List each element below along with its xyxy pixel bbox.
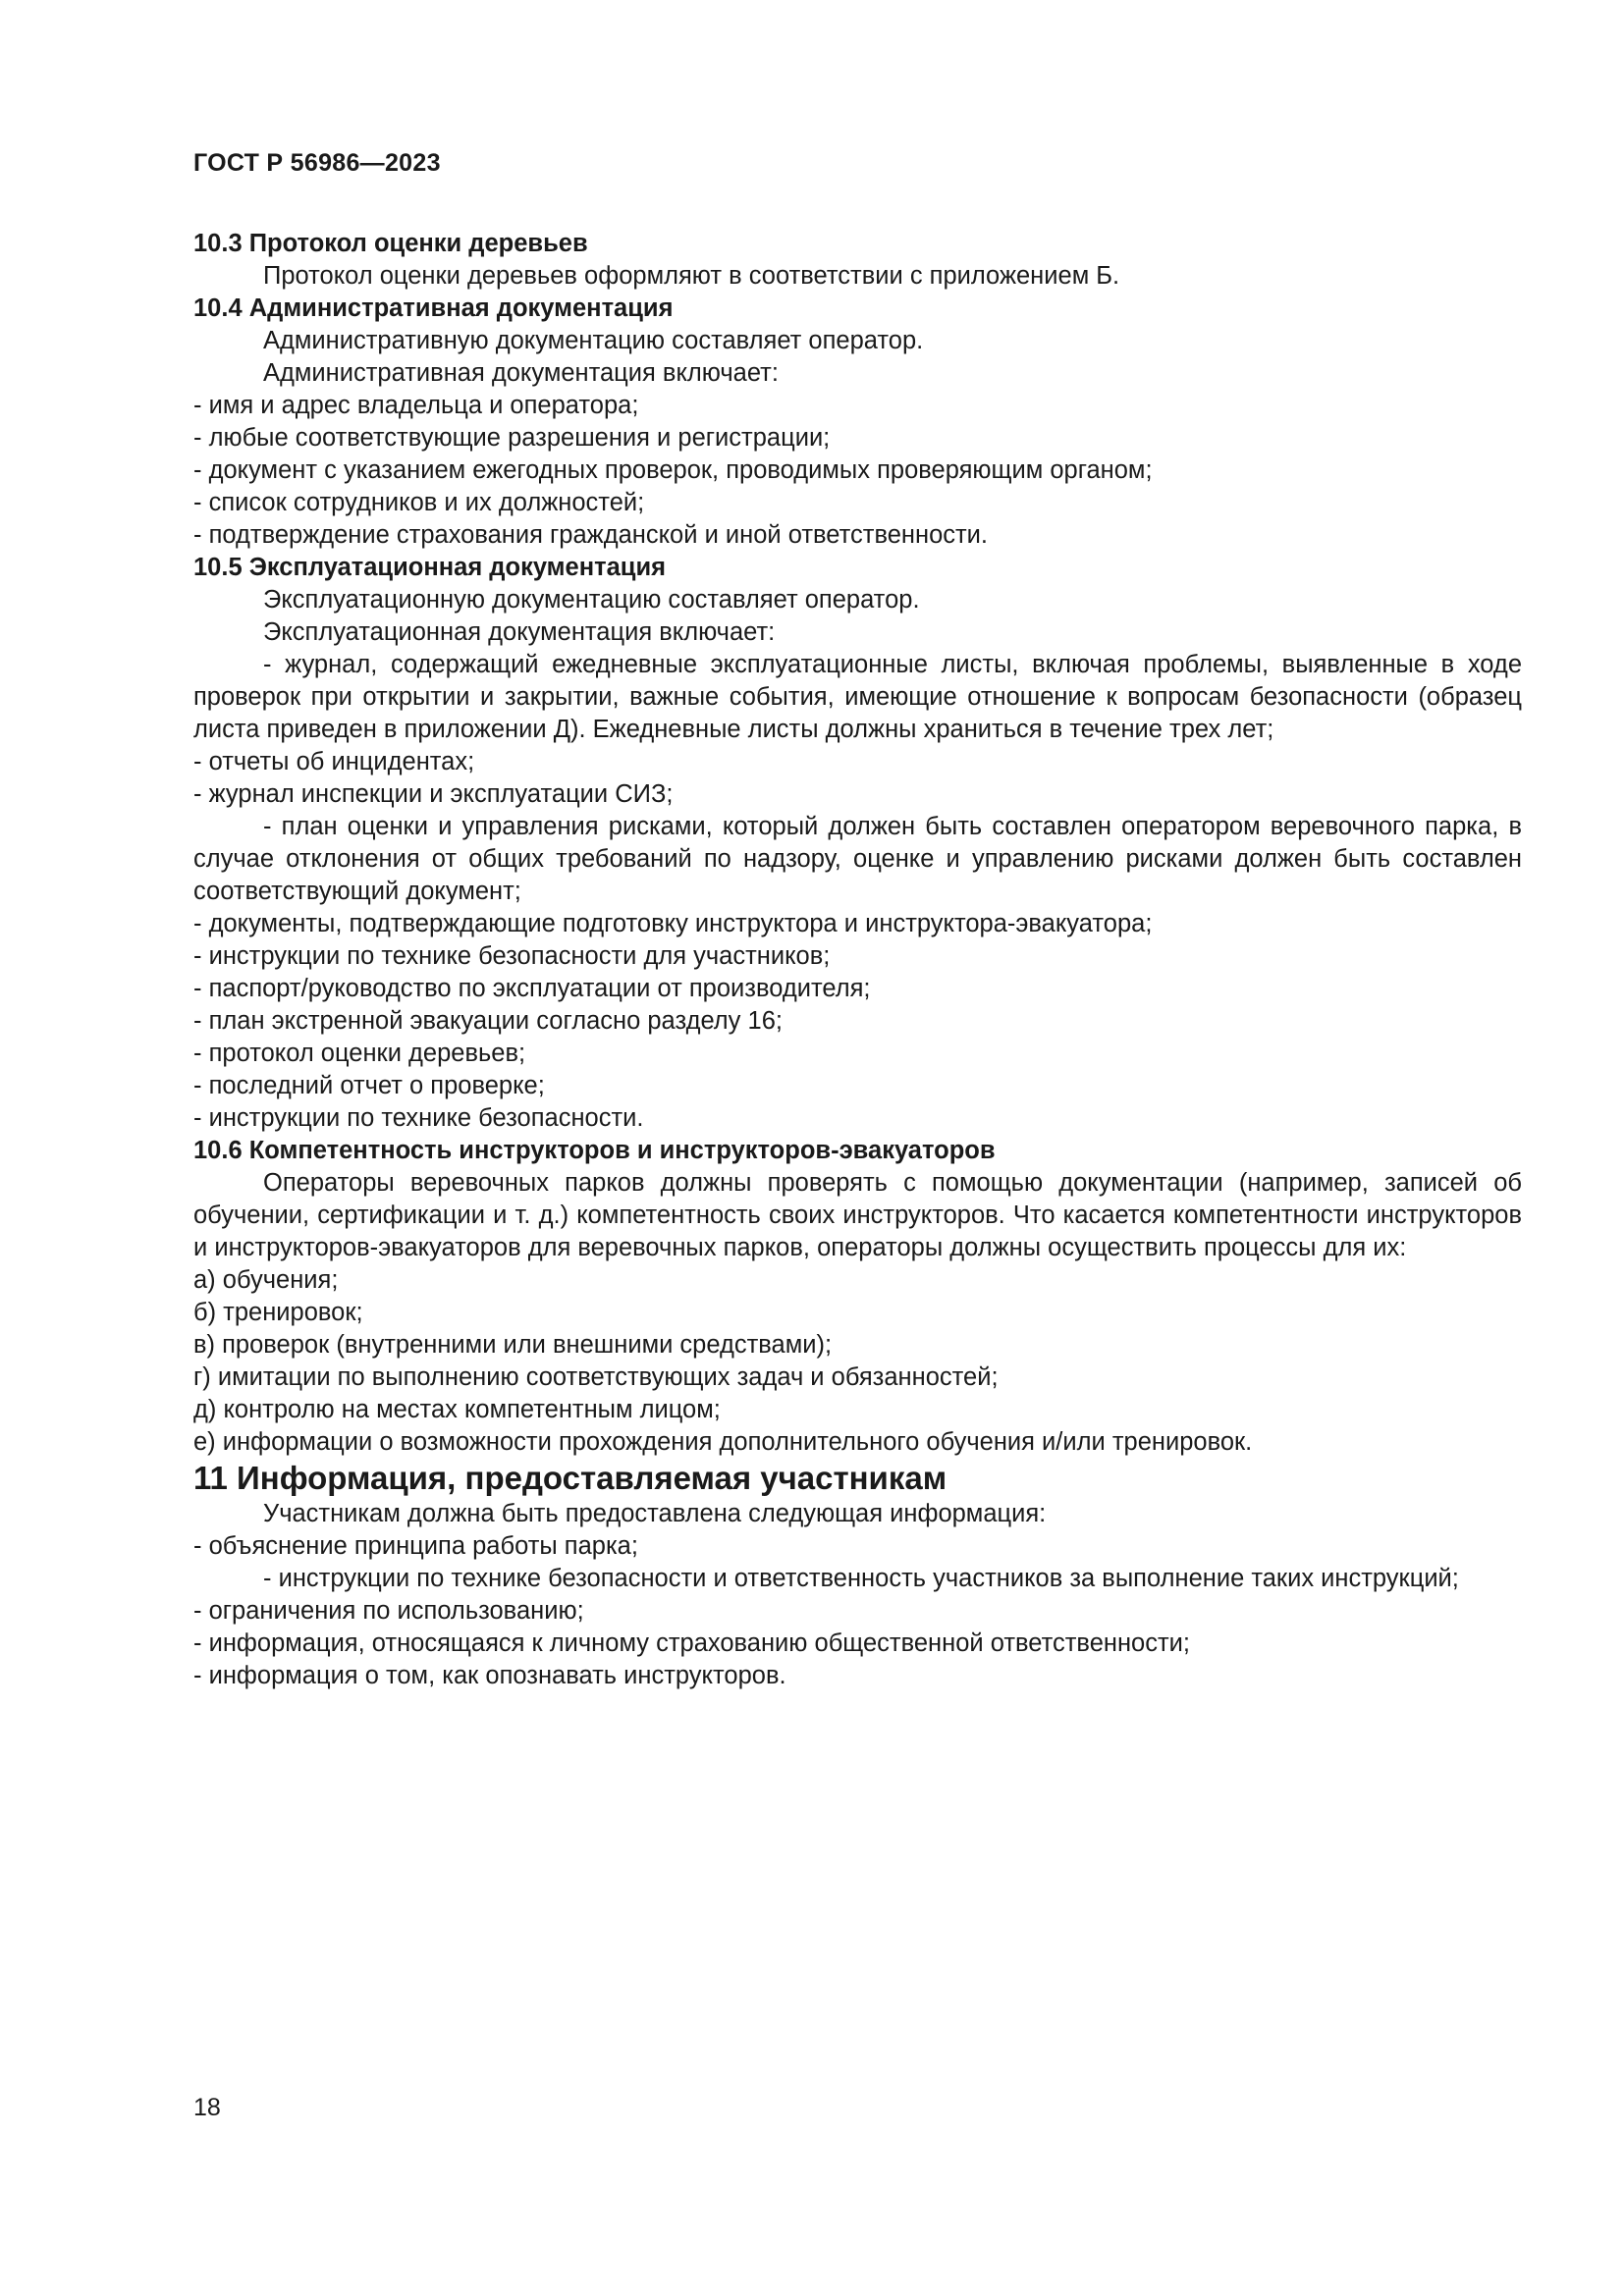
section-10-4-intro: Административная документация включает: xyxy=(263,359,779,387)
list-item: - инструкции по технике безопасности. xyxy=(193,1104,644,1132)
list-item: а) обучения; xyxy=(193,1266,339,1294)
list-item: - ограничения по использованию; xyxy=(193,1597,584,1625)
list-item: е) информации о возможности прохождения дополнительного обучения и/или тренировок. xyxy=(193,1428,1253,1456)
standard-header: ГОСТ Р 56986—2023 xyxy=(193,149,441,177)
section-10-6-body: Операторы веревочных парков должны проверять с помощью документации (например, записей об обучении, сертификации и т. д.) компетентность своих инструкторов. Что касается компетентности инструкторов и инструкторов-эвакуаторов для веревочных парков, операторы должны осуществить процессы для их: xyxy=(193,1169,1522,1261)
section-10-4-title: 10.4 Административная документация xyxy=(193,294,674,322)
list-item: - имя и адрес владельца и оператора; xyxy=(193,392,639,419)
section-10-5-intro: Эксплуатационная документация включает: xyxy=(263,618,776,646)
section-10-3-body: Протокол оценки деревьев оформляют в соответствии с приложением Б. xyxy=(263,262,1120,290)
list-item: - план экстренной эвакуации согласно разделу 16; xyxy=(193,1007,783,1035)
list-item: - список сотрудников и их должностей; xyxy=(193,489,645,516)
list-item: - информация о том, как опознавать инструкторов. xyxy=(193,1662,786,1689)
page-content xyxy=(193,228,1522,1692)
list-item: - отчеты об инцидентах; xyxy=(193,748,475,775)
list-item: - объяснение принципа работы парка; xyxy=(193,1532,638,1560)
list-item: - журнал инспекции и эксплуатации СИЗ; xyxy=(193,780,674,808)
list-item: - документ с указанием ежегодных проверок, проводимых проверяющим органом; xyxy=(193,456,1153,484)
list-item: - информация, относящаяся к личному страхованию общественной ответственности; xyxy=(193,1629,1190,1657)
list-item: - протокол оценки деревьев; xyxy=(193,1040,526,1067)
list-item: - паспорт/руководство по эксплуатации от производителя; xyxy=(193,975,871,1002)
list-item: - последний отчет о проверке; xyxy=(193,1072,545,1099)
section-10-3-title: 10.3 Протокол оценки деревьев xyxy=(193,230,588,257)
list-item: - подтверждение страхования гражданской и иной ответственности. xyxy=(193,521,989,549)
section-11-title: 11 Информация, предоставляемая участникам xyxy=(193,1460,947,1496)
list-item: - инструкции по технике безопасности для участников; xyxy=(193,942,831,970)
page-number: 18 xyxy=(193,2094,221,2121)
section-10-5-intro: Эксплуатационную документацию составляет оператор. xyxy=(263,586,920,614)
section-10-4-intro: Административную документацию составляет оператор. xyxy=(263,327,924,354)
list-item: - любые соответствующие разрешения и регистрации; xyxy=(193,424,831,452)
section-11-intro: Участникам должна быть предоставлена следующая информация: xyxy=(263,1500,1047,1527)
list-item: - документы, подтверждающие подготовку инструктора и инструктора-эвакуатора; xyxy=(193,910,1153,937)
list-item: - журнал, содержащий ежедневные эксплуатационные листы, включая проблемы, выявленные в ходе проверок при открытии и закрытии, важные события, имеющие отношение к вопросам безопасности (образец листа приведен в приложении Д). Ежедневные листы должны храниться в течение трех лет; xyxy=(193,651,1522,743)
section-10-5-title: 10.5 Эксплуатационная документация xyxy=(193,554,667,581)
list-item: - план оценки и управления рисками, который должен быть составлен оператором веревочного парка, в случае отклонения от общих требований по надзору, оценке и управлению рисками должен быть составлен соответствующий документ; xyxy=(193,813,1522,905)
list-item: д) контролю на местах компетентным лицом; xyxy=(193,1396,721,1423)
list-item: б) тренировок; xyxy=(193,1299,363,1326)
list-item: в) проверок (внутренними или внешними средствами); xyxy=(193,1331,833,1359)
section-10-6-title: 10.6 Компетентность инструкторов и инструкторов-эвакуаторов xyxy=(193,1137,996,1164)
list-item: - инструкции по технике безопасности и ответственность участников за выполнение таких инструкций; xyxy=(263,1565,1459,1592)
list-item: г) имитации по выполнению соответствующих задач и обязанностей; xyxy=(193,1363,999,1391)
